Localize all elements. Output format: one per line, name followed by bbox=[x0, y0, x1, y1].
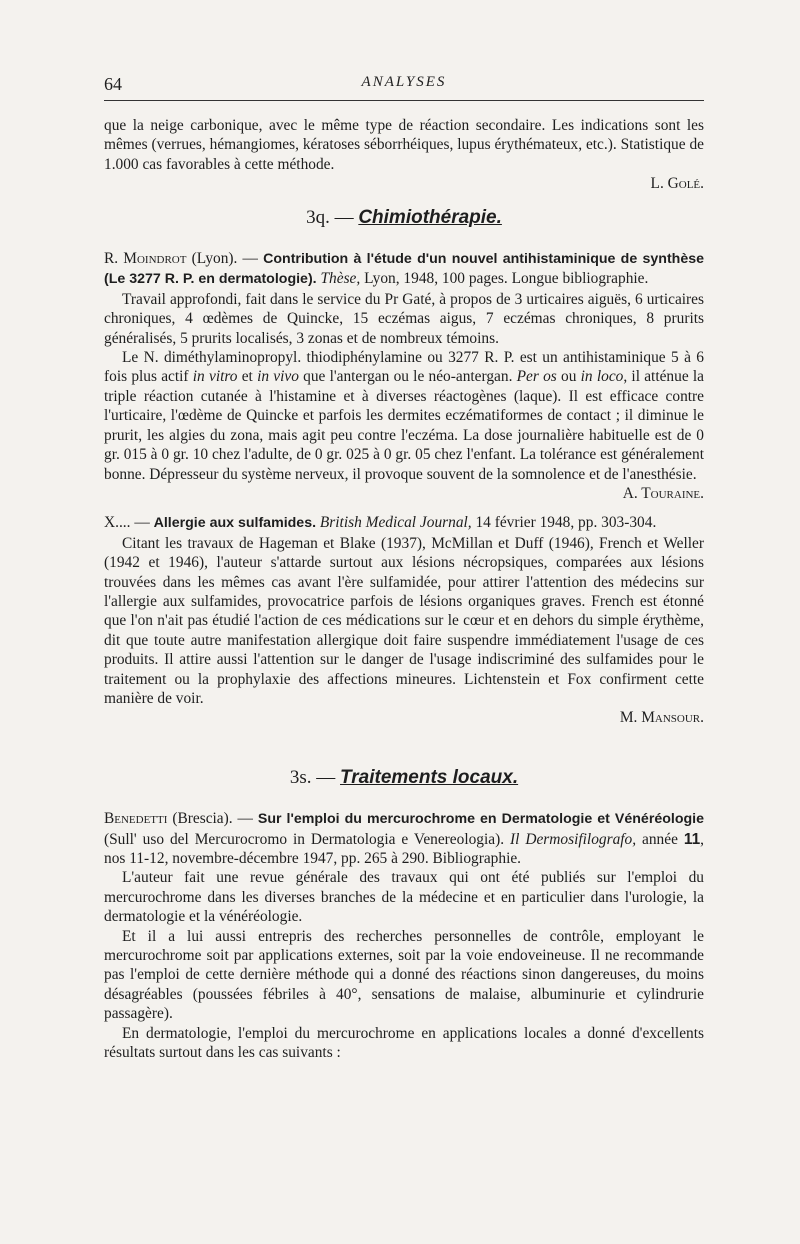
article-allergie-sulfamides bbox=[104, 513, 704, 727]
article-source-title: Il Dermosifilografo, bbox=[510, 830, 637, 848]
section-number: 3s. — bbox=[289, 766, 341, 788]
section-heading-chimiotherapie bbox=[104, 208, 704, 227]
article-paragraph: Le N. diméthylaminopropyl. thiodiphénylamine ou 3277 R. P. est un antihistaminique 5 à 6 fois plus actif in vitro et in vivo que l'antergan ou le néo-antergan. Per os ou in loco, il atténue la triple réaction cutanée à l'histamine et à diverses réactogènes (laque). Il est efficace contre l'urticaire, l'œdème de Quincke et parfois les dermites eczématiformes de contact ; il diminue le prurit, les algies du zona, mais agit peu contre l'eczéma. La dose journalière habituelle est de 0 gr. 015 à 0 gr. 10 chez l'adulte, de 0 gr. 025 à 0 gr. 05 chez l'enfant. La tolérance est généralement bonne. Dépresseur du système nerveux, il provoque souvent de la somnolence et de l'anesthésie. bbox=[104, 349, 704, 483]
article-title: Allergie aux sulfamides. bbox=[153, 515, 317, 532]
section-heading-traitements-locaux bbox=[104, 768, 704, 787]
running-title: ANALYSES bbox=[361, 74, 447, 90]
page-number: 64 bbox=[104, 74, 122, 94]
article-signature: M. Mansour. bbox=[619, 709, 704, 727]
article-paragraph: Et il a lui aussi entrepris des recherches personnelles de contrôle, employant le mercurochrome soit par applications externes, soit par la voie endoveineuse. Il ne recommande pas l'emploi de cette dernière méthode qui a donné des réactions sinon dangereuses, du moins désagréables (poussées fébriles à 40°, sensations de malaise, albuminurie et cylindrurie passagère). bbox=[104, 927, 704, 1023]
article-heading bbox=[104, 513, 704, 533]
article-paragraph: Citant les travaux de Hageman et Blake (1937), McMillan et Duff (1946), French et Weller (1942 et 1946), l'auteur s'attarde surtout aux lésions nécropsiques, comparées aux lésions trouvées dans les mêmes cas avant l'ère sulfamidée, pour attirer l'attention des médecins sur l'allergie aux sulfamides, provocatrice parfois de lésions organiques graves. French est étonné que l'on n'ait pas étudié l'action de ces médications sur le cœur et en dehors du simple érythème, dit que toute autre manifestation allergique doit faire suspendre immédiatement l'usage de ces produits. Il attire aussi l'attention sur le danger de l'usage indiscriminé des sulfamides pour le traitement ou la prophylaxie des affections mineures. Lichtenstein et Fox confirment cette manière de voir. bbox=[104, 534, 704, 707]
article-moindrot bbox=[104, 249, 704, 503]
article-source-details: 14 février 1948, pp. 303-304. bbox=[471, 514, 657, 532]
intro-signature: L. Golé. bbox=[650, 175, 704, 193]
article-source-title: British Medical Journal, bbox=[319, 514, 472, 532]
article-paragraph: Travail approfondi, fait dans le service du Pr Gaté, à propos de 3 urticaires aiguës, 6 urticaires chroniques, 4 œdèmes de Quincke, 15 eczémas aigus, 7 eczémas chroniques, 8 prurits généralisés, 5 prurits localisés, 3 zonas et de nombreux témoins. bbox=[104, 290, 704, 347]
section-title: Chimiothérapie. bbox=[358, 206, 502, 228]
article-author-place: (Lyon). — bbox=[186, 250, 264, 268]
article-author: Benedetti bbox=[104, 810, 168, 828]
intro-paragraph: que la neige carbonique, avec le même type de réaction secondaire. Les indications sont les mêmes (verrues, hémangiomes, kératoses séborrhéiques, lupus érythémateux, etc.). Statistique de 1.000 cas favorables à cette méthode. bbox=[104, 117, 704, 173]
article-author: X.... — bbox=[104, 514, 154, 532]
page-content bbox=[104, 116, 704, 1062]
article-author: R. Moindrot bbox=[104, 250, 187, 268]
article-source-title: Thèse, bbox=[320, 270, 361, 288]
article-title: Sur l'emploi du mercurochrome en Dermatologie et Vénéréologie bbox=[257, 811, 704, 828]
section-number: 3q. — bbox=[306, 206, 359, 228]
article-title: Contribution à l'étude d'un nouvel antihistaminique de synthèse (Le 3277 R. P. en dermatologie). bbox=[104, 251, 705, 288]
article-author-place: (Brescia). — bbox=[167, 810, 258, 828]
article-paragraph: L'auteur fait une revue générale des travaux qui ont été publiés sur l'emploi du mercurochrome dans les diverses branches de la médecine et en particulier dans l'urologie, la dermatologie et la vénéréologie. bbox=[104, 869, 704, 926]
article-paragraph: En dermatologie, l'emploi du mercurochrome en applications locales a donné d'excellents résultats surtout dans les cas suivants : bbox=[104, 1024, 704, 1062]
article-citation: (Sull' uso del Mercurocromo in Dermatologia e Venereologia). bbox=[104, 830, 511, 848]
article-heading: Benedetti (Brescia). — Sur l'emploi du mercurochrome en Dermatologie et Vénéréologie (Sull' uso del Mercurocromo in Dermatologia e Venereologia). Il Dermosifilografo, année 11, nos 11-12, novembre-décembre 1947, pp. 265 à 290. Bibliographie. bbox=[104, 810, 704, 867]
page-header bbox=[104, 74, 704, 101]
article-signature: A. Touraine. bbox=[622, 484, 704, 502]
article-source-details: Lyon, 1948, 100 pages. Longue bibliographie. bbox=[360, 270, 649, 288]
article-volume: 11 bbox=[683, 830, 701, 848]
article-benedetti bbox=[104, 809, 704, 1062]
article-heading bbox=[104, 249, 704, 290]
section-title: Traitements locaux. bbox=[340, 766, 519, 788]
